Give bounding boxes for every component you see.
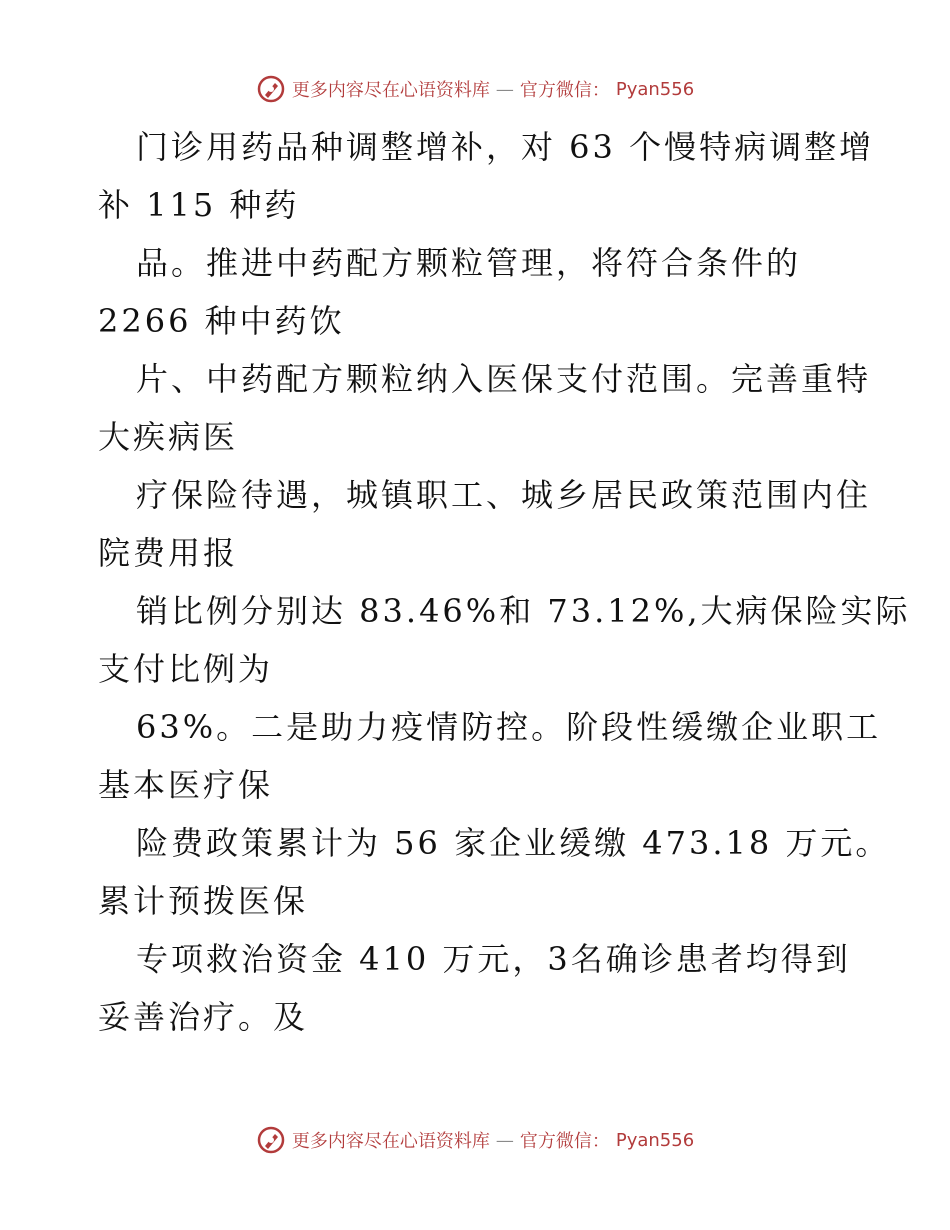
- body-line-10: 支付比例为: [98, 650, 274, 688]
- body-line-11: 63%。二是助力疫情防控。阶段性缓缴企业职工: [136, 708, 882, 746]
- body-line-2: 补 115 种药: [98, 186, 300, 224]
- body-line-4: 2266 种中药饮: [98, 302, 345, 340]
- pen-logo-icon: [256, 74, 286, 104]
- document-body: [98, 118, 911, 1046]
- body-line-1: 门诊用药品种调整增补，对 63 个慢特病调整增: [136, 128, 875, 166]
- body-line-5: 片、中药配方颗粒纳入医保支付范围。完善重特: [136, 360, 872, 398]
- body-line-3: 品。推进中药配方颗粒管理，将符合条件的: [136, 244, 802, 282]
- header-banner: [0, 74, 950, 104]
- body-line-7: 疗保险待遇，城镇职工、城乡居民政策范围内住: [136, 476, 872, 514]
- body-line-15: 专项救治资金 410 万元，3名确诊患者均得到: [136, 940, 851, 978]
- footer-banner: [0, 1125, 950, 1155]
- header-banner-text: 更多内容尽在心语资料库: [291, 80, 490, 101]
- header-dash: —: [495, 78, 514, 100]
- header-wechat-id: Pyan556: [615, 78, 695, 100]
- body-line-16: 妥善治疗。及: [98, 998, 309, 1036]
- footer-wechat-label: 官方微信：: [519, 1131, 610, 1152]
- body-line-8: 院费用报: [98, 534, 239, 572]
- body-line-12: 基本医疗保: [98, 766, 274, 804]
- body-line-13: 险费政策累计为 56 家企业缓缴 473.18 万元。: [136, 824, 891, 862]
- body-line-6: 大疾病医: [98, 418, 239, 456]
- footer-dash: —: [495, 1129, 514, 1151]
- pen-logo-icon: [256, 1125, 286, 1155]
- footer-wechat-id: Pyan556: [615, 1129, 695, 1151]
- body-line-9: 销比例分别达 83.46%和 73.12%,大病保险实际: [136, 592, 911, 630]
- footer-banner-text: 更多内容尽在心语资料库: [291, 1131, 490, 1152]
- body-line-14: 累计预拨医保: [98, 882, 309, 920]
- header-wechat-label: 官方微信：: [519, 80, 610, 101]
